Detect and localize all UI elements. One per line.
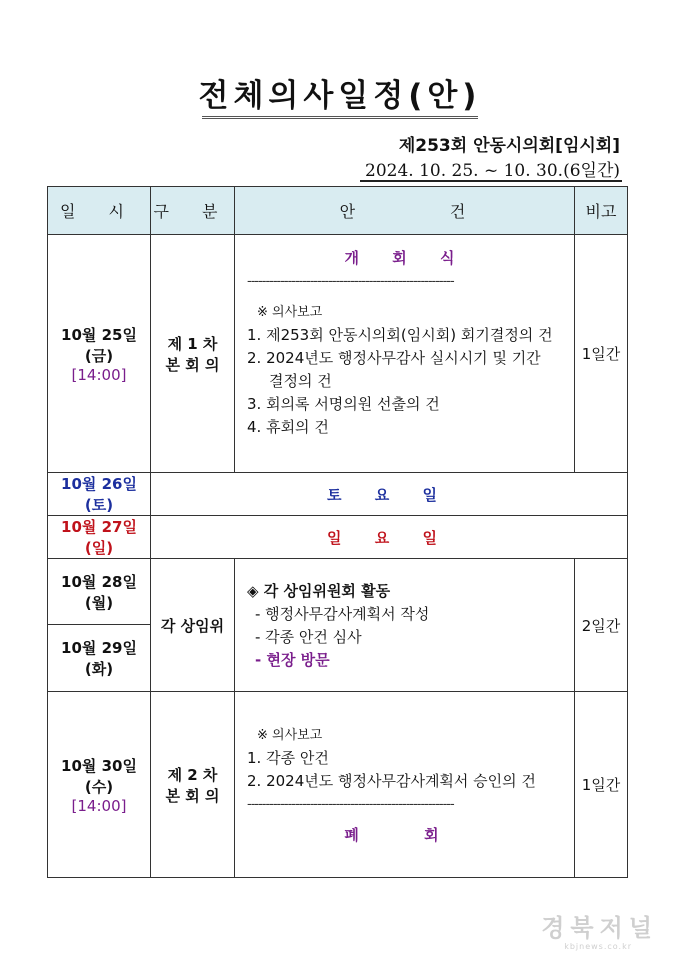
row1-item-2-cont: 결정의 건 <box>269 372 332 390</box>
session-period: 2024. 10. 25. ~ 10. 30.(6일간) <box>365 161 620 181</box>
header-agenda: 안 건 <box>235 187 575 235</box>
row1-item-4: 4. 휴회의 건 <box>247 418 329 436</box>
row5-item-2: 2. 2024년도 행정사무감사계획서 승인의 건 <box>247 772 536 790</box>
watermark-url: kbjnews.co.kr <box>564 942 632 951</box>
row2-label: 토 요 일 <box>151 473 628 516</box>
row5-division <box>151 692 235 878</box>
row5-agenda <box>235 692 575 878</box>
row5-time: [14:00] <box>71 796 127 815</box>
row4-item-1: - 행정사무감사계획서 작성 <box>255 605 430 623</box>
table-row <box>48 235 628 473</box>
title-underline <box>202 116 478 119</box>
row1-division-line1: 제 1 차 <box>167 334 218 353</box>
closing-ceremony: 폐 회 <box>344 826 469 844</box>
row3-label: 일 요 일 <box>151 516 628 559</box>
table-row <box>48 473 628 516</box>
row5-remark: 1일간 <box>575 692 628 878</box>
row1-item-2: 2. 2024년도 행정사무감사 실시시기 및 기간 <box>247 349 541 367</box>
row1-separator: -------------------------------------------------------- <box>247 274 454 289</box>
header-row <box>48 187 628 235</box>
row5-separator: -------------------------------------------------------- <box>247 797 454 812</box>
row1-item-3: 3. 회의록 서명의원 선출의 건 <box>247 395 440 413</box>
row1-time: [14:00] <box>71 365 127 384</box>
schedule-table <box>47 186 628 878</box>
period-underline <box>360 180 622 182</box>
row4-date-a: 10월 28일(월) <box>48 559 151 625</box>
row5-division-line1: 제 2 차 <box>167 765 218 784</box>
row4-date-b: 10월 29일(화) <box>48 625 151 692</box>
table-row <box>48 692 628 878</box>
row5-date-line1: 10월 30일 <box>61 756 137 775</box>
row3-date: 10월 27일(일) <box>48 516 151 559</box>
header-division: 구 분 <box>151 187 235 235</box>
row5-date-line2: (수) <box>84 777 114 796</box>
row4-division: 각 상임위 <box>151 559 235 692</box>
row1-division-line2: 본 회 의 <box>165 355 220 374</box>
row4-item-2: - 각종 안건 심사 <box>255 628 362 646</box>
row4-item-3: - 현장 방문 <box>255 651 330 669</box>
row4-agenda <box>235 559 575 692</box>
row1-item-1: 1. 제253회 안동시의회(임시회) 회기결정의 건 <box>247 326 553 344</box>
document-title: 전체의사일정(안) <box>198 78 482 114</box>
row1-remark: 1일간 <box>575 235 628 473</box>
table-row <box>48 559 628 625</box>
session-name: 제253회 안동시의회[임시회] <box>398 136 620 156</box>
row4-heading: ◈ 각 상임위원회 활동 <box>247 582 391 600</box>
row1-agenda <box>235 235 575 473</box>
header-datetime: 일 시 <box>48 187 151 235</box>
opening-ceremony: 개 회 식 <box>344 249 469 267</box>
row1-date: 10월 25일(금) <box>61 325 137 365</box>
row5-item-1: 1. 각종 안건 <box>247 749 329 767</box>
row2-date: 10월 26일(토) <box>48 473 151 516</box>
row4-remark: 2일간 <box>575 559 628 692</box>
row1-datetime <box>48 235 151 473</box>
row5-note: ※ 의사보고 <box>257 728 323 743</box>
row5-division-line2: 본 회 의 <box>165 786 220 805</box>
row1-division <box>151 235 235 473</box>
row1-note: ※ 의사보고 <box>257 305 323 320</box>
watermark-logo: 경북저널 <box>541 913 658 942</box>
header-remarks: 비고 <box>575 187 628 235</box>
table-row <box>48 516 628 559</box>
row5-datetime <box>48 692 151 878</box>
